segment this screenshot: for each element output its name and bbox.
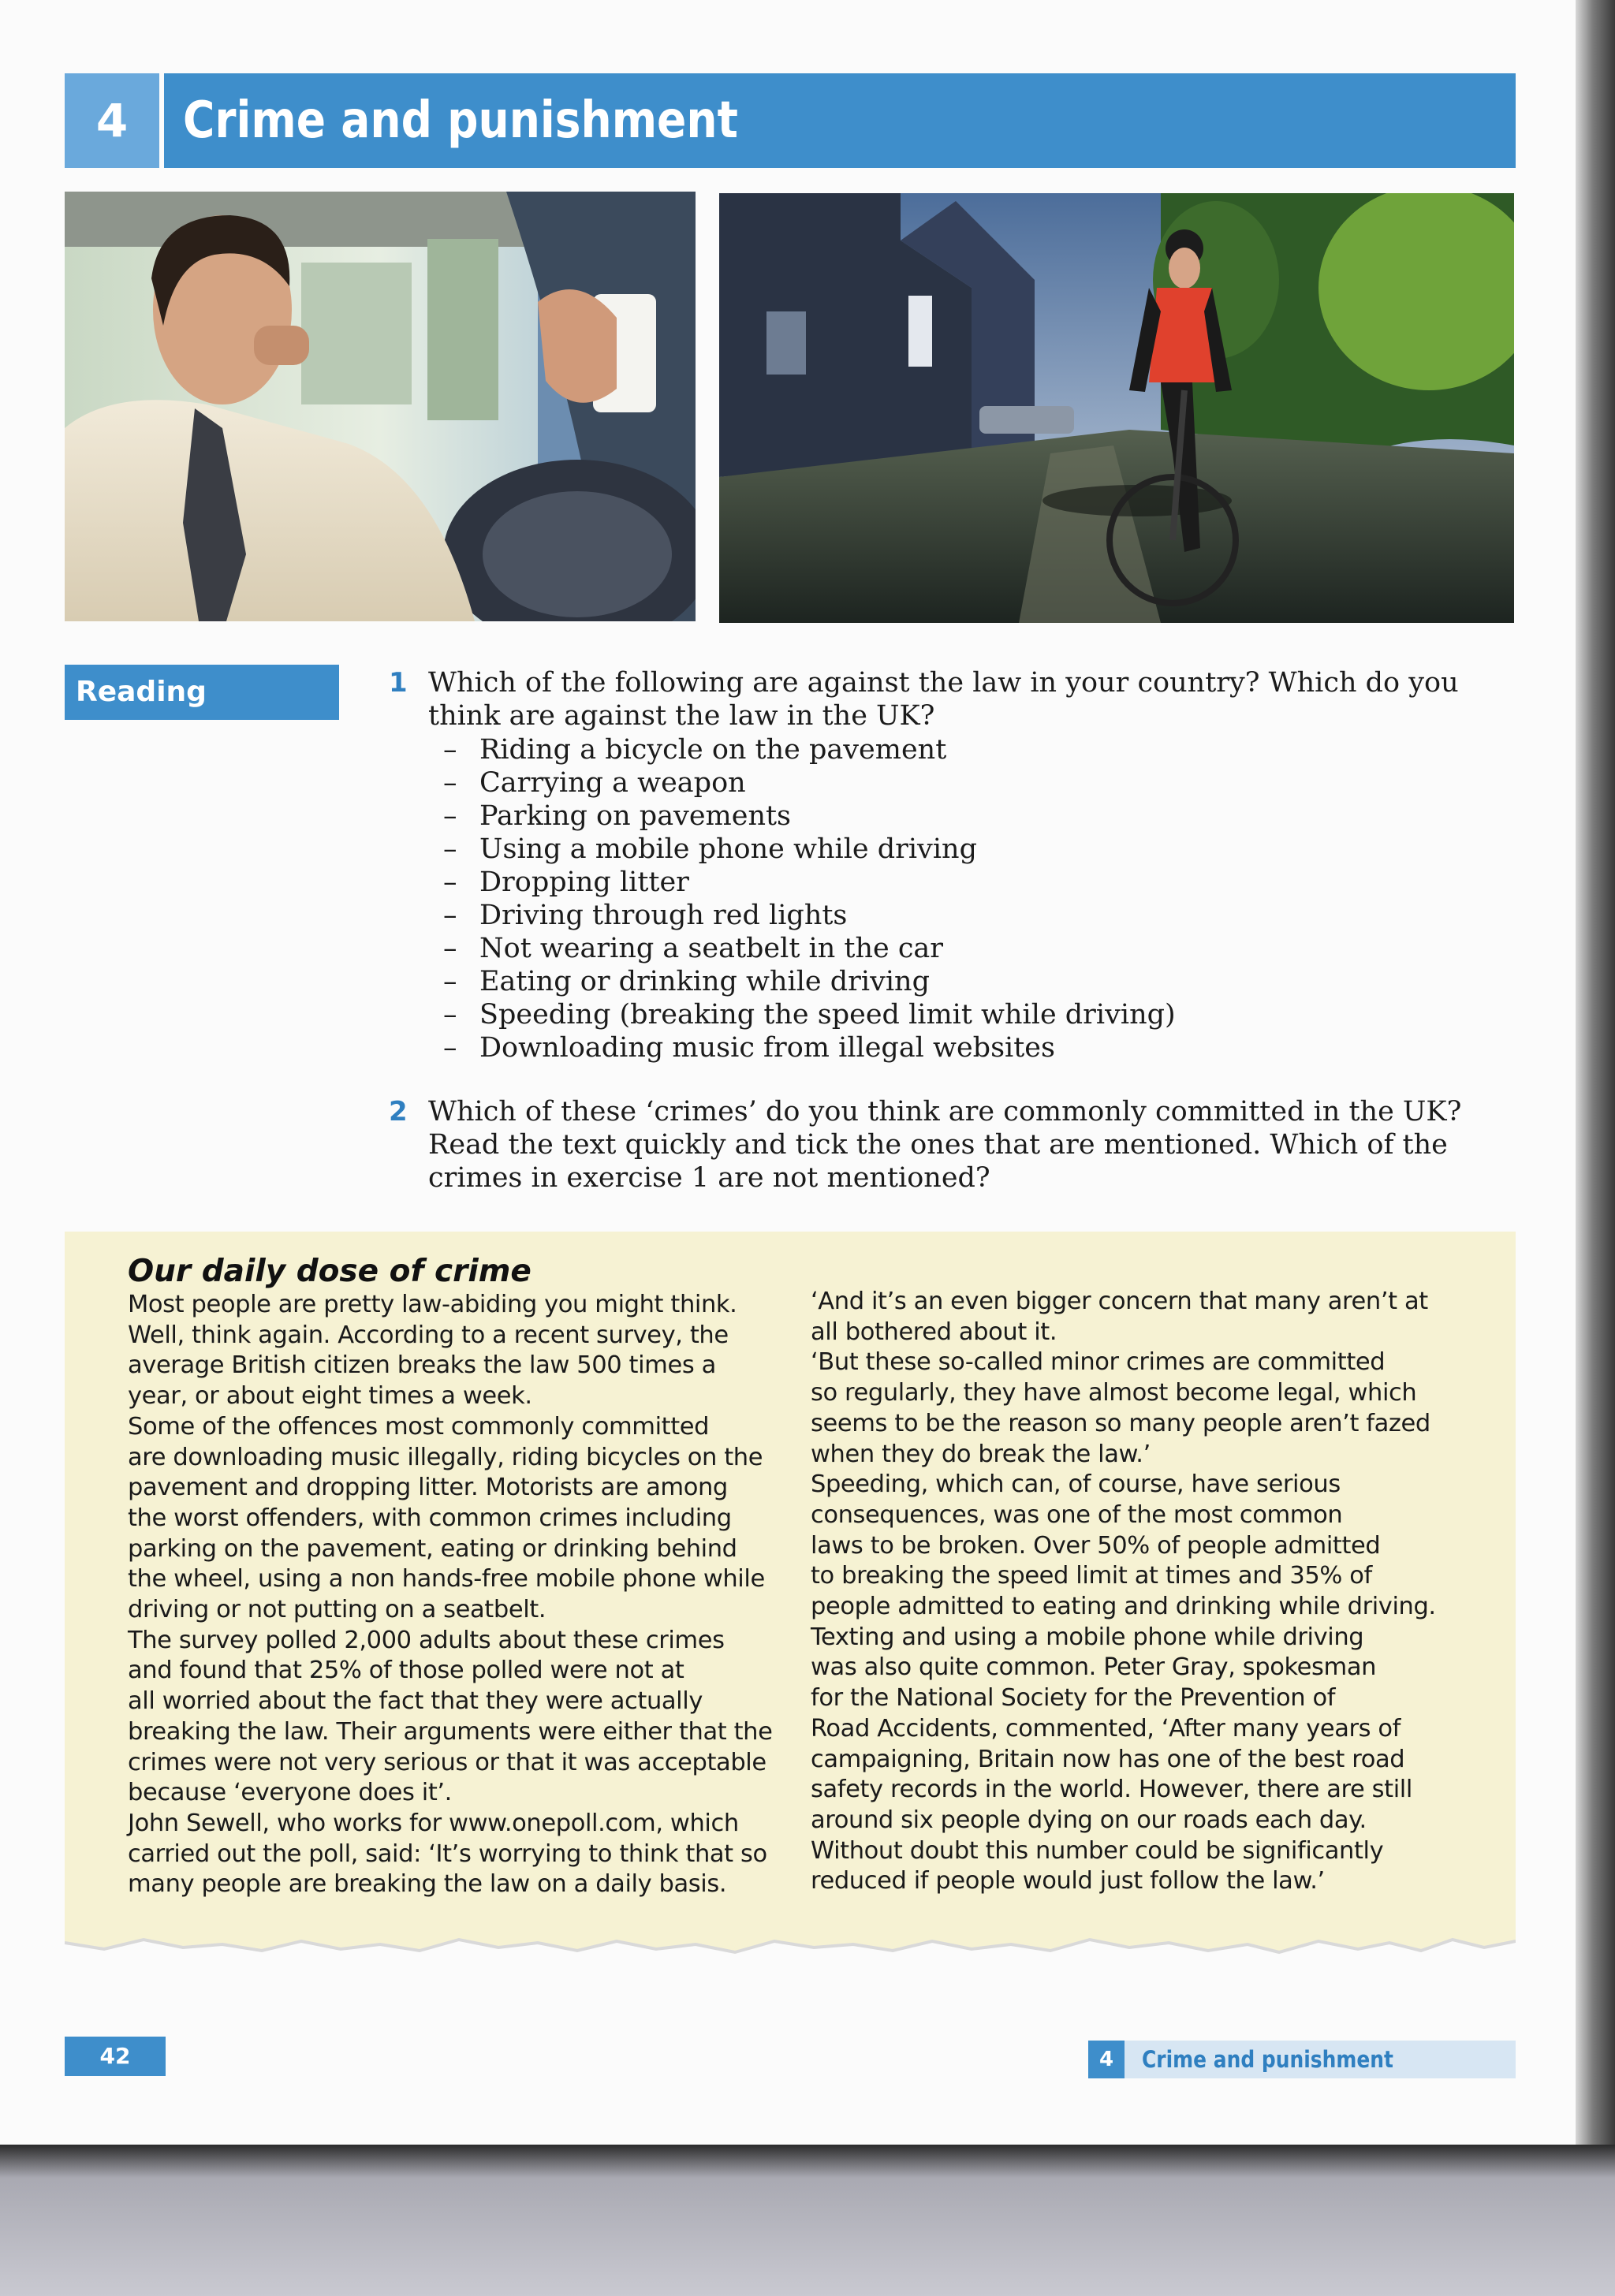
page-number: 42 — [65, 2037, 166, 2076]
article-line: laws to be broken. Over 50% of people admitted — [811, 1531, 1381, 1560]
article-line: pavement and dropping litter. Motorists are among — [128, 1474, 728, 1502]
article-line: carried out the poll, said: ‘It’s worrying to think that so — [128, 1839, 767, 1868]
article-line: crimes were not very serious or that it was acceptable — [128, 1748, 766, 1776]
article-line: because ‘everyone does it’. — [128, 1779, 452, 1807]
unit-number: 4 — [65, 73, 159, 168]
list-item: – Eating or drinking while driving — [443, 966, 930, 997]
article-line: and found that 25% of those polled were not at — [128, 1657, 684, 1685]
exercise-1-list — [443, 733, 1176, 1064]
unit-title: Crime and punishment — [183, 91, 738, 150]
list-item: – Using a mobile phone while driving — [443, 833, 977, 865]
article-line: people admitted to eating and drinking while driving. — [811, 1593, 1436, 1621]
torn-edge — [65, 1924, 1516, 1963]
exercise-1-number: 1 — [389, 667, 408, 699]
article-column-left — [128, 1290, 774, 1900]
article-line: for the National Society for the Prevention of — [811, 1684, 1336, 1713]
article-line: Speeding, which can, of course, have serious — [811, 1470, 1341, 1499]
article-line: Well, think again. According to a recent survey, the — [128, 1321, 729, 1349]
article-line: to breaking the speed limit at times and 35% of — [811, 1562, 1372, 1590]
article-line: Without doubt this number could be significantly — [811, 1836, 1384, 1865]
footer-unit-number: 4 — [1088, 2041, 1125, 2078]
list-item: – Parking on pavements — [443, 800, 792, 832]
article-line: are downloading music illegally, riding bicycles on the — [128, 1443, 763, 1471]
article-line: reduced if people would just follow the law.’ — [811, 1867, 1325, 1895]
article-column-right — [811, 1287, 1505, 1897]
list-item: – Dropping litter — [443, 867, 689, 898]
article-line: campaigning, Britain now has one of the best road — [811, 1745, 1405, 1773]
article-line: Road Accidents, commented, ‘After many years of — [811, 1714, 1401, 1742]
article-line: so regularly, they have almost become legal, which — [811, 1379, 1417, 1407]
article-line: year, or about eight times a week. — [128, 1382, 532, 1411]
list-item: – Speeding (breaking the speed limit while driving) — [443, 999, 1176, 1031]
article-line: Most people are pretty law-abiding you might think. — [128, 1291, 737, 1318]
article-line: consequences, was one of the most common — [811, 1500, 1343, 1529]
article-line: the wheel, using a non hands-free mobile phone while — [128, 1565, 765, 1593]
article-line: The survey polled 2,000 adults about these crimes — [128, 1626, 725, 1654]
exercise-2-question: Which of these ‘crimes’ do you think are commonly committed in the UK? Read the text quickly and tick the ones that are mentioned. Which of the crimes in exercise 1 are not mentioned? — [428, 1096, 1462, 1194]
footer-unit-title: Crime and punishment — [1142, 2046, 1393, 2073]
section-label-reading: Reading — [65, 665, 339, 720]
list-item: – Driving through red lights — [443, 900, 848, 931]
article-line: ‘And it’s an even bigger concern that many aren’t at — [811, 1288, 1428, 1315]
list-item: – Carrying a weapon — [443, 767, 746, 799]
article-line: ‘But these so-called minor crimes are committed — [811, 1348, 1386, 1377]
article-line: average British citizen breaks the law 500 times a — [128, 1351, 716, 1380]
article-line: was also quite common. Peter Gray, spokesman — [811, 1653, 1377, 1682]
article-line: many people are breaking the law on a daily basis. — [128, 1870, 727, 1899]
scan-background — [0, 2145, 1615, 2296]
list-item: – Downloading music from illegal websites — [443, 1032, 1055, 1064]
book-spine — [1576, 0, 1615, 2160]
article-line: driving or not putting on a seatbelt. — [128, 1596, 546, 1624]
list-item: – Riding a bicycle on the pavement — [443, 734, 947, 766]
article-line: the worst offenders, with common crimes including — [128, 1504, 732, 1532]
article-line: seems to be the reason so many people aren’t fazed — [811, 1409, 1430, 1437]
article-line: when they do break the law.’ — [811, 1440, 1151, 1468]
exercise-2-number: 2 — [389, 1096, 408, 1128]
list-item: – Not wearing a seatbelt in the car — [443, 933, 944, 964]
article-line: Some of the offences most commonly committed — [128, 1412, 710, 1441]
exercise-1-question: Which of the following are against the law in your country? Which do you think are against the law in the UK? — [428, 667, 1459, 732]
article-line: all worried about the fact that they were actually — [128, 1687, 703, 1716]
article-line: all bothered about it. — [811, 1318, 1057, 1346]
driver-photo — [65, 192, 696, 621]
article-title: Our daily dose of crime — [128, 1254, 531, 1289]
cyclist-photo — [719, 193, 1514, 623]
article-line: parking on the pavement, eating or drinking behind — [128, 1534, 737, 1563]
article-line: Texting and using a mobile phone while driving — [811, 1623, 1364, 1651]
article-line: breaking the law. Their arguments were either that the — [128, 1717, 773, 1746]
article-line: safety records in the world. However, there are still — [811, 1776, 1412, 1804]
article-line: around six people dying on our roads each day. — [811, 1806, 1367, 1834]
article-line: John Sewell, who works for www.onepoll.com, which — [128, 1809, 739, 1837]
